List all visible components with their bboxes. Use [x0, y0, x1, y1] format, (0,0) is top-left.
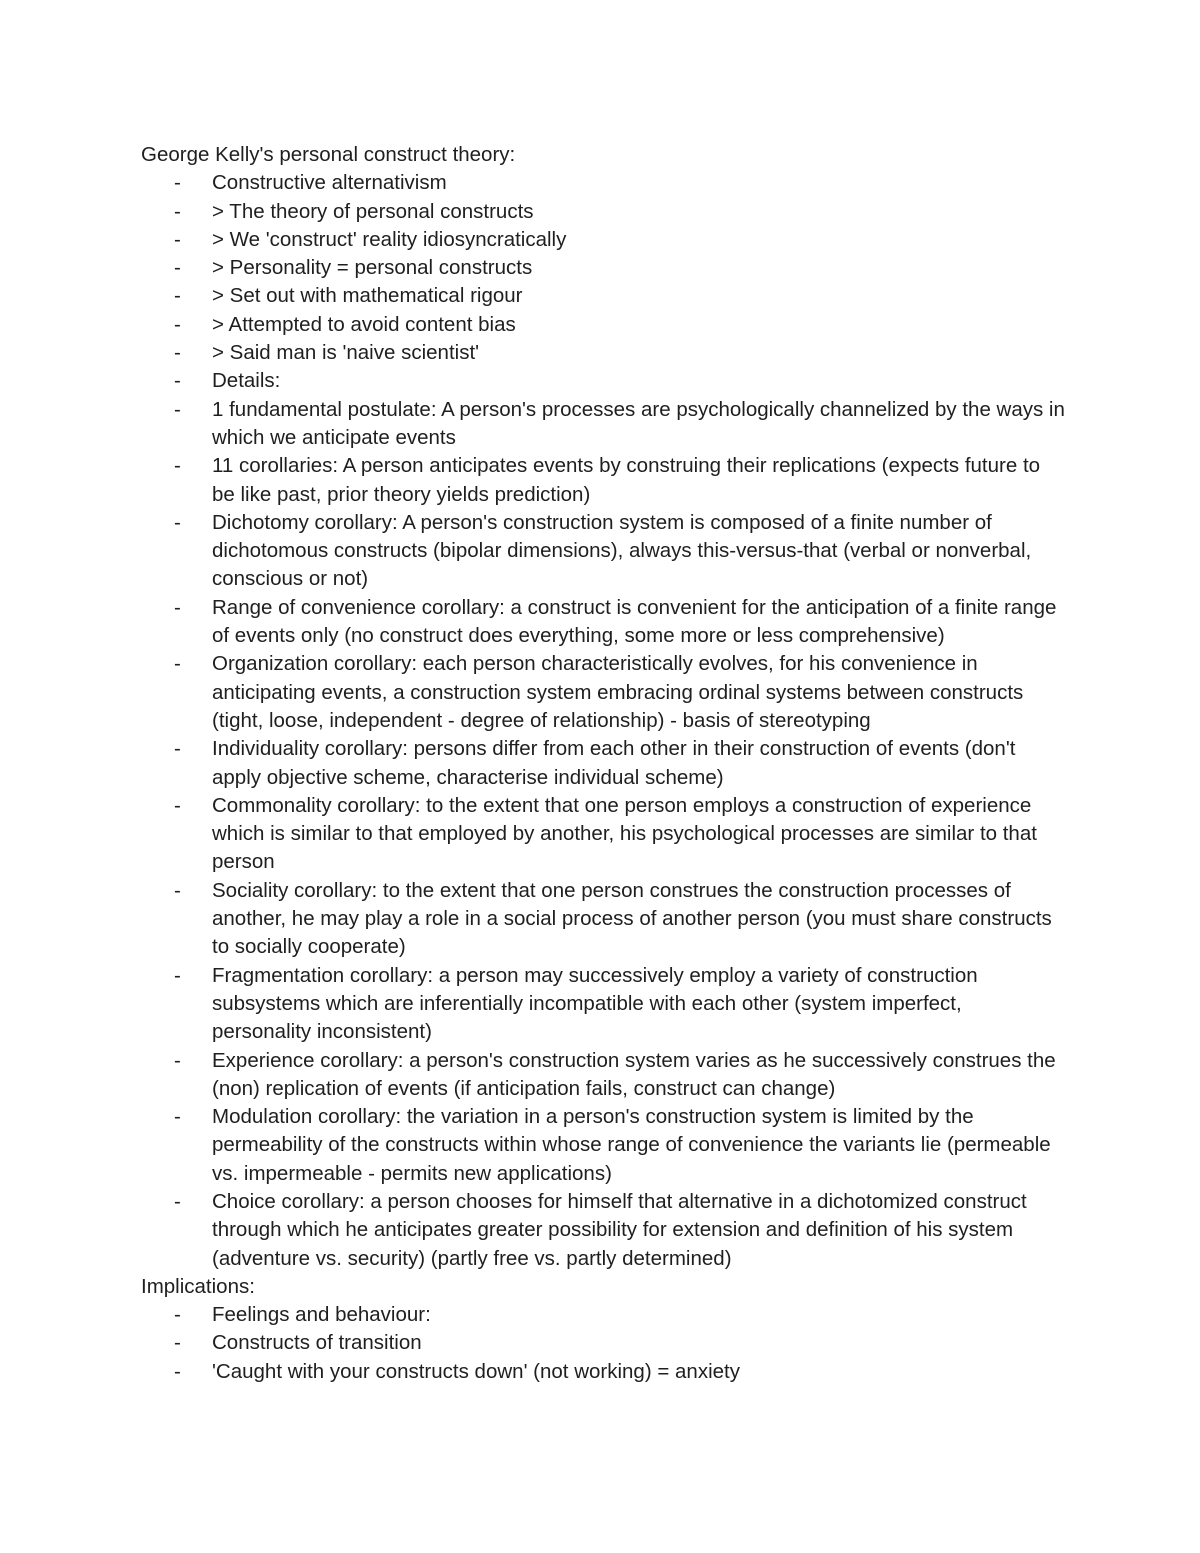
list-item [141, 396, 1066, 453]
list-item [141, 792, 1066, 877]
list-item-text: > Set out with mathematical rigour [212, 284, 523, 308]
list-item-text: 1 fundamental postulate: A person's processes are psychologically channelized by the ways in which we anticipate events [212, 397, 1065, 449]
dash-bullet: - [174, 256, 181, 280]
list-item [141, 226, 1066, 254]
list-item-text: > Said man is 'naive scientist' [212, 341, 480, 365]
dash-bullet: - [174, 1331, 181, 1355]
list-item-text: Choice corollary: a person chooses for himself that alternative in a dichotomized construct through which he anticipates greater possibility for extension and definition of his system (adventure vs. security) (partly free vs. partly determined) [212, 1189, 1027, 1270]
section-heading: George Kelly's personal construct theory: [141, 143, 516, 166]
list-item-text: Modulation corollary: the variation in a person's construction system is limited by the permeability of the constructs within whose range of convenience the variants lie (permeable vs. impermeable - permits new applications) [212, 1105, 1051, 1185]
dash-bullet: - [174, 1189, 181, 1213]
list-item-text: > Personality = personal constructs [212, 256, 533, 280]
list-item [141, 877, 1066, 962]
list-item [141, 1188, 1066, 1273]
dash-bullet: - [174, 397, 181, 421]
dash-bullet: - [174, 341, 181, 365]
list-item-text: Fragmentation corollary: a person may successively employ a variety of construction subsystems which are inferentially incompatible with each other (system imperfect, personality inconsistent) [212, 963, 978, 1044]
list-item-text: Range of convenience corollary: a construct is convenient for the anticipation of a finite range of events only (no construct does everything, some more or less comprehensive) [212, 595, 1057, 648]
list-item-text: > We 'construct' reality idiosyncratically [212, 227, 567, 251]
dash-bullet: - [174, 737, 181, 761]
list-item [141, 198, 1066, 226]
dash-bullet: - [174, 595, 181, 619]
dash-bullet: - [174, 1048, 181, 1072]
list-item-text: Sociality corollary: to the extent that one person construes the construction processes of another, he may play a role in a social process of another person (you must share constructs to socially cooperate) [212, 878, 1052, 959]
dash-bullet: - [174, 171, 181, 195]
list-item-text: Feelings and behaviour: [212, 1303, 431, 1327]
list-item [141, 962, 1066, 1047]
list-item [141, 311, 1066, 339]
list-item [141, 1358, 1066, 1386]
list-item [141, 735, 1066, 792]
list-item [141, 452, 1066, 509]
list-item [141, 367, 1066, 395]
dash-bullet: - [174, 454, 181, 478]
list-item-text: Details: [212, 369, 281, 393]
list-item [141, 594, 1066, 651]
list-item-text: Individuality corollary: persons differ from each other in their construction of events (don't apply objective scheme, characterise individual scheme) [212, 737, 1016, 789]
list-item [141, 1301, 1066, 1329]
list-item [141, 169, 1066, 197]
list-item-text: 'Caught with your constructs down' (not working) = anxiety [212, 1359, 740, 1383]
list-item-text: Experience corollary: a person's construction system varies as he successively construes the (non) replication of events (if anticipation fails, construct can change) [212, 1048, 1056, 1100]
list-item-text: > The theory of personal constructs [212, 199, 534, 223]
section-heading: Implications: [141, 1274, 255, 1298]
dash-bullet: - [174, 1359, 181, 1383]
dash-bullet: - [174, 1105, 181, 1129]
dash-bullet: - [174, 652, 181, 676]
dash-bullet: - [174, 878, 181, 902]
list-item [141, 650, 1066, 735]
list-item-text: Dichotomy corollary: A person's construction system is composed of a finite number of dichotomous constructs (bipolar dimensions), always this-versus-that (verbal or nonverbal, conscious or not) [212, 510, 1032, 591]
list-item-text: Commonality corollary: to the extent that one person employs a construction of experience which is similar to that employed by another, his psychological processes are similar to that person [212, 793, 1037, 874]
document-body [141, 141, 1066, 1386]
dash-bullet: - [174, 1303, 181, 1327]
bullet-list [141, 169, 1066, 1273]
bullet-list [141, 1301, 1066, 1386]
list-item-text: Constructive alternativism [212, 171, 447, 195]
list-item [141, 254, 1066, 282]
dash-bullet: - [174, 793, 181, 817]
list-item-text: Organization corollary: each person characteristically evolves, for his convenience in anticipating events, a construction system embracing ordinal systems between constructs (tight, loose, independent - degree of relationship) - basis of stereotyping [212, 652, 1024, 732]
dash-bullet: - [174, 227, 181, 251]
list-item [141, 1103, 1066, 1188]
list-item [141, 1047, 1066, 1104]
dash-bullet: - [174, 510, 181, 534]
dash-bullet: - [174, 284, 181, 308]
dash-bullet: - [174, 199, 181, 223]
list-item [141, 1329, 1066, 1357]
list-item [141, 339, 1066, 367]
dash-bullet: - [174, 369, 181, 393]
list-item [141, 282, 1066, 310]
list-item-text: Constructs of transition [212, 1331, 422, 1355]
dash-bullet: - [174, 312, 181, 336]
list-item-text: > Attempted to avoid content bias [212, 312, 516, 336]
list-item-text: 11 corollaries: A person anticipates events by construing their replications (expects future to be like past, prior theory yields prediction) [212, 454, 1041, 506]
dash-bullet: - [174, 963, 181, 987]
list-item [141, 509, 1066, 594]
